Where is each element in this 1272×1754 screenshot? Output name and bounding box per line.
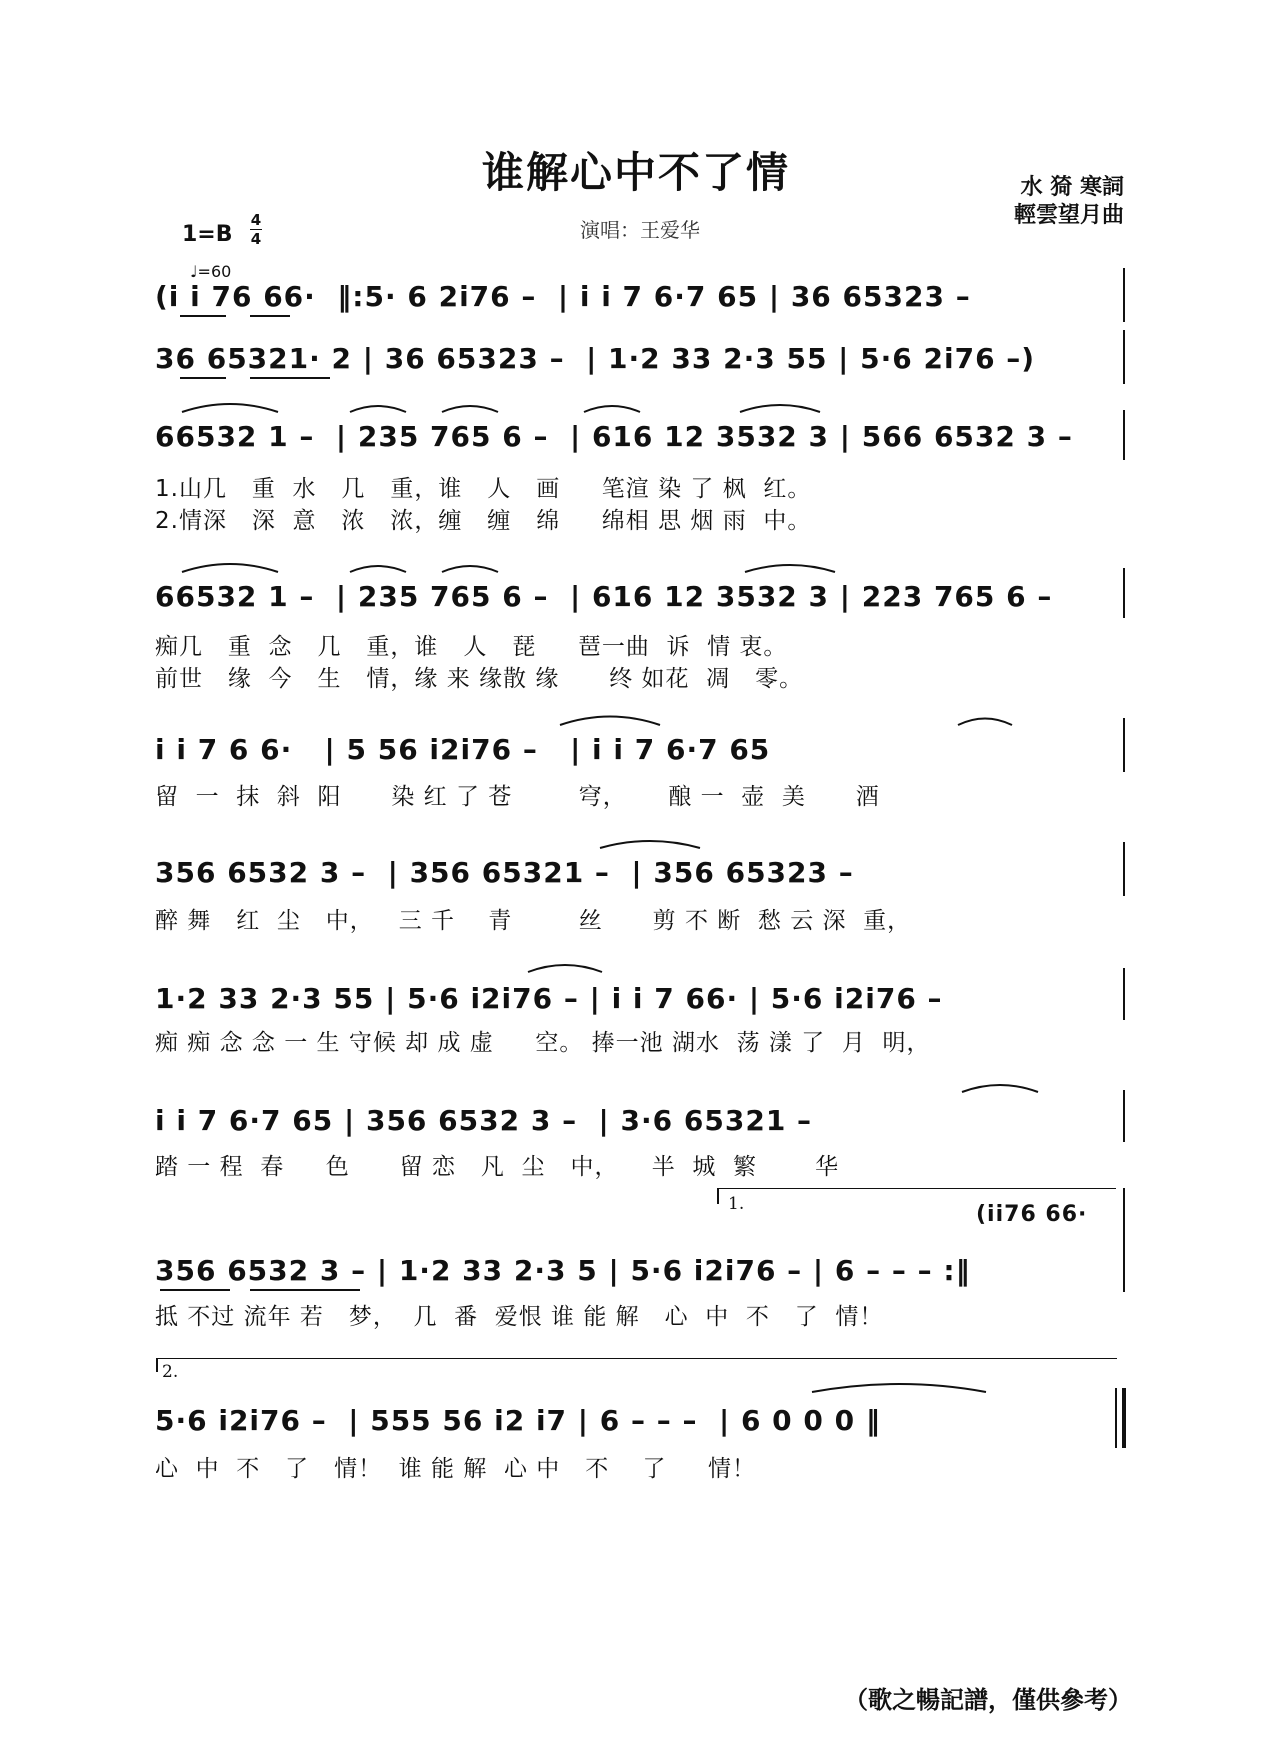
notation-row-10: 5·6 i2i76 – | 555 56 i2 i7 | 6 – – – | 6 0 0 0 ‖ bbox=[155, 1404, 881, 1437]
lyrics-row-3-verse-2: 2.情深 深 意 浓 浓，缠 缠 绵 绵相 思 烟 雨 中。 bbox=[155, 508, 812, 534]
tempo-mark: ♩=60 bbox=[190, 262, 232, 281]
time-signature-top: 4 bbox=[250, 211, 262, 229]
first-ending-label: 1. bbox=[728, 1194, 745, 1214]
lyricist-credit: 水 猗 寒詞 bbox=[1020, 174, 1124, 200]
slur bbox=[350, 566, 406, 572]
notation-row-4: 66532 1 – | 235 765 6 – | 616 12 3532 3 | 223 765 6 – bbox=[155, 580, 1053, 613]
slur bbox=[958, 719, 1012, 726]
notation-row-8: i i 7 6·7 65 | 356 6532 3 – | 3·6 65321 – bbox=[155, 1104, 813, 1137]
lyrics-row-5: 留 一 抹 斜 阳 染 红 了 苍 穹， 酿 一 壶 美 酒 bbox=[155, 784, 880, 810]
key-signature: 1=B bbox=[182, 222, 233, 247]
second-ending-label: 2. bbox=[162, 1362, 179, 1382]
slur bbox=[442, 406, 498, 412]
lyrics-row-10: 心 中 不 了 情！ 谁 能 解 心 中 不 了 情！ bbox=[155, 1456, 757, 1482]
notation-row-2: 36 65321· 2 | 36 65323 – | 1·2 33 2·3 55 | 5·6 2i76 –) bbox=[155, 342, 1036, 375]
notation-row-1: (i i 76 66· ‖:5· 6 2i76 – | i i 7 6·7 65 | 36 65323 – bbox=[155, 280, 971, 313]
slur bbox=[745, 565, 835, 572]
transcription-note: （歌之暢記譜，僅供參考） bbox=[844, 1685, 1132, 1714]
first-ending-intro-notes: (ii76 66· bbox=[976, 1202, 1088, 1227]
slur bbox=[962, 1085, 1038, 1092]
notation-row-7: 1·2 33 2·3 55 | 5·6 i2i76 – | i i 7 66· | 5·6 i2i76 – bbox=[155, 982, 943, 1015]
lyrics-row-8: 踏 一 程 春 色 留 恋 凡 尘 中， 半 城 繁 华 bbox=[155, 1154, 840, 1180]
lyrics-row-3-verse-1: 1.山几 重 水 几 重，谁 人 画 笔渲 染 了 枫 红。 bbox=[155, 476, 812, 502]
lyrics-row-6: 醉 舞 红 尘 中， 三 千 青 丝 剪 不 断 愁 云 深 重， bbox=[155, 908, 912, 934]
slur bbox=[584, 406, 640, 412]
slur bbox=[528, 965, 602, 972]
slur bbox=[442, 566, 498, 572]
lyrics-row-4-verse-2: 前世 缘 今 生 情，缘 来 缘散 缘 终 如花 凋 零。 bbox=[155, 666, 804, 692]
slur bbox=[560, 717, 660, 726]
time-signature-bottom: 4 bbox=[250, 230, 262, 248]
slur bbox=[600, 841, 700, 848]
notation-row-6: 356 6532 3 – | 356 65321 – | 356 65323 – bbox=[155, 856, 854, 889]
slur bbox=[350, 406, 406, 412]
lyrics-row-7: 痴 痴 念 念 一 生 守候 却 成 虚 空。 捧一池 湖水 荡 漾 了 月 明， bbox=[155, 1030, 931, 1056]
slur bbox=[812, 1384, 986, 1392]
notation-row-9: 356 6532 3 – | 1·2 33 2·3 5 | 5·6 i2i76 – | 6 – – – :‖ bbox=[155, 1254, 971, 1287]
notation-row-5: i i 7 6 6· | 5 56 i2i76 – | i i 7 6·7 65 bbox=[155, 733, 771, 766]
lyrics-row-4-verse-1: 痴几 重 念 几 重，谁 人 琵 琶一曲 诉 情 衷。 bbox=[155, 634, 788, 660]
slur bbox=[182, 404, 278, 412]
lyrics-row-9: 抵 不过 流年 若 梦， 几 番 爱恨 谁 能 解 心 中 不 了 情！ bbox=[155, 1304, 884, 1330]
notation-row-3: 66532 1 – | 235 765 6 – | 616 12 3532 3 | 566 6532 3 – bbox=[155, 420, 1073, 453]
slur bbox=[740, 405, 820, 412]
song-title: 谁解心中不了情 bbox=[481, 148, 790, 197]
singer-credit: 演唱：王爱华 bbox=[580, 218, 700, 242]
slur bbox=[182, 564, 278, 572]
composer-credit: 輕雲望月曲 bbox=[1013, 202, 1124, 228]
